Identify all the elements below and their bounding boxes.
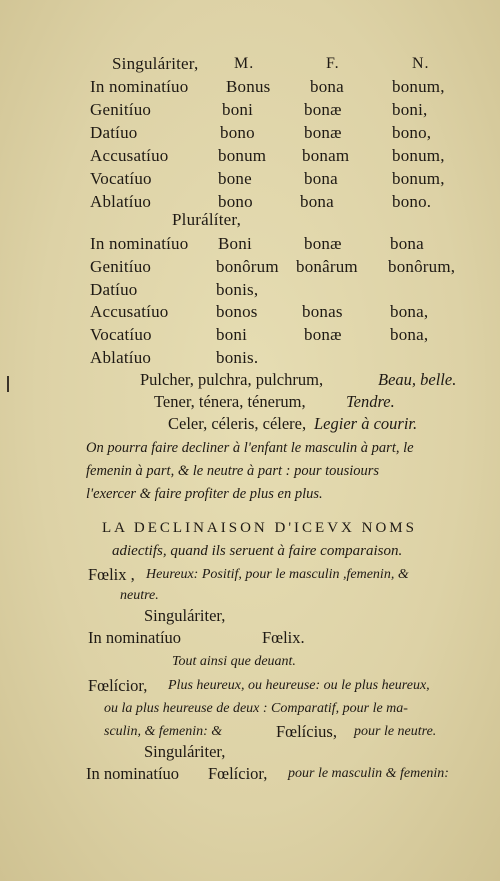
feminine-col-header: F. [326,55,340,72]
french-gloss: pour le neutre. [354,724,437,739]
masculine-form: Bonus [226,77,271,96]
note-text: l'exercer & faire profiter de plus en plus. [86,486,323,502]
french-gloss: sculin, & femenin: & [104,724,223,739]
feminine-form: bonas [302,302,343,321]
singular-label: Singuláriter, [144,606,226,625]
feminine-form: bona [304,169,338,188]
neuter-col-header: N. [412,55,430,72]
case-name: In nominatíuo [88,628,182,647]
masculine-form: bonôrum [216,257,279,276]
singular-label: Singuláriter, [112,54,199,73]
french-gloss: Beau, belle. [378,370,457,389]
case-name: Datíuo [90,123,138,142]
case-name: Genitíuo [90,257,152,276]
masculine-form: boni [216,325,248,344]
margin-mark [7,376,9,392]
latin-text: Celer, céleris, célere, [168,414,307,433]
latin-text: Fœlícius, [276,722,337,741]
masculine-form: bono [218,192,253,211]
masculine-col-header: M. [234,55,255,72]
latin-text: Fœlícior, [208,764,268,783]
neuter-form: bonum, [392,77,445,96]
french-gloss: ou la plus heureuse de deux : Comparatif, pour le ma- [104,701,408,716]
case-name: Ablatíuo [90,192,152,211]
feminine-form: bona [310,77,344,96]
plural-label: Plurálíter, [172,210,242,229]
neuter-form: bonôrum, [388,257,456,276]
masculine-form: bonis. [216,348,259,367]
neuter-form: bonum, [392,169,445,188]
section-title: LA DECLINAISON D'ICEVX NOMS [102,520,417,536]
masculine-form: bono [220,123,255,142]
neuter-form: bono, [392,123,432,142]
feminine-form: bonæ [304,123,342,142]
case-name: Accusatíuo [90,302,169,321]
french-gloss: Heureux: Positif, pour le masculin ,femenin, & [146,567,409,582]
neuter-form: bonum, [392,146,445,165]
french-gloss: Plus heureux, ou heureuse: ou le plus heureux, [168,678,430,693]
case-name: Accusatíuo [90,146,169,165]
neuter-form: bono. [392,192,432,211]
masculine-form: Boni [218,234,252,253]
note-text: femenin à part, & le neutre à part : pour tousiours [86,463,380,479]
feminine-form: bonæ [304,234,342,253]
singular-label: Singuláriter, [144,742,226,761]
feminine-form: bona [300,192,334,211]
french-gloss: neutre. [120,588,159,603]
masculine-form: bonis, [216,280,259,299]
feminine-form: bonæ [304,325,342,344]
case-name: Datíuo [90,280,138,299]
masculine-form: boni [222,100,254,119]
feminine-form: bonârum [296,257,358,276]
case-name: In nominatíuo [90,234,189,253]
french-gloss: Tendre. [346,392,395,411]
latin-text: Fœlícior, [88,676,148,695]
french-gloss: Legier à courir. [314,414,418,433]
case-name: Vocatíuo [90,325,152,344]
french-gloss: pour le masculin & femenin: [288,766,449,781]
case-name: Vocatíuo [90,169,152,188]
latin-text: Pulcher, pulchra, pulchrum, [140,370,324,389]
latin-form: Fœlix. [262,628,305,647]
masculine-form: bonum [218,146,267,165]
neuter-form: bona, [390,325,429,344]
neuter-form: bona [390,234,424,253]
case-name: In nominatíuo [90,77,189,96]
neuter-form: boni, [392,100,428,119]
note-text: On pourra faire decliner à l'enfant le masculin à part, le [86,440,414,456]
neuter-form: bona, [390,302,429,321]
feminine-form: bonam [302,146,350,165]
latin-text: Tener, ténera, ténerum, [154,392,306,411]
french-gloss: Tout ainsi que deuant. [172,654,296,669]
feminine-form: bonæ [304,100,342,119]
masculine-form: bone [218,169,252,188]
latin-text: Fœlix , [88,565,135,584]
section-subtitle: adiectifs, quand ils seruent à faire comparaison. [112,543,403,559]
case-name: Ablatíuo [90,348,152,367]
masculine-form: bonos [216,302,258,321]
case-name: In nominatíuo [86,764,180,783]
case-name: Genitíuo [90,100,152,119]
